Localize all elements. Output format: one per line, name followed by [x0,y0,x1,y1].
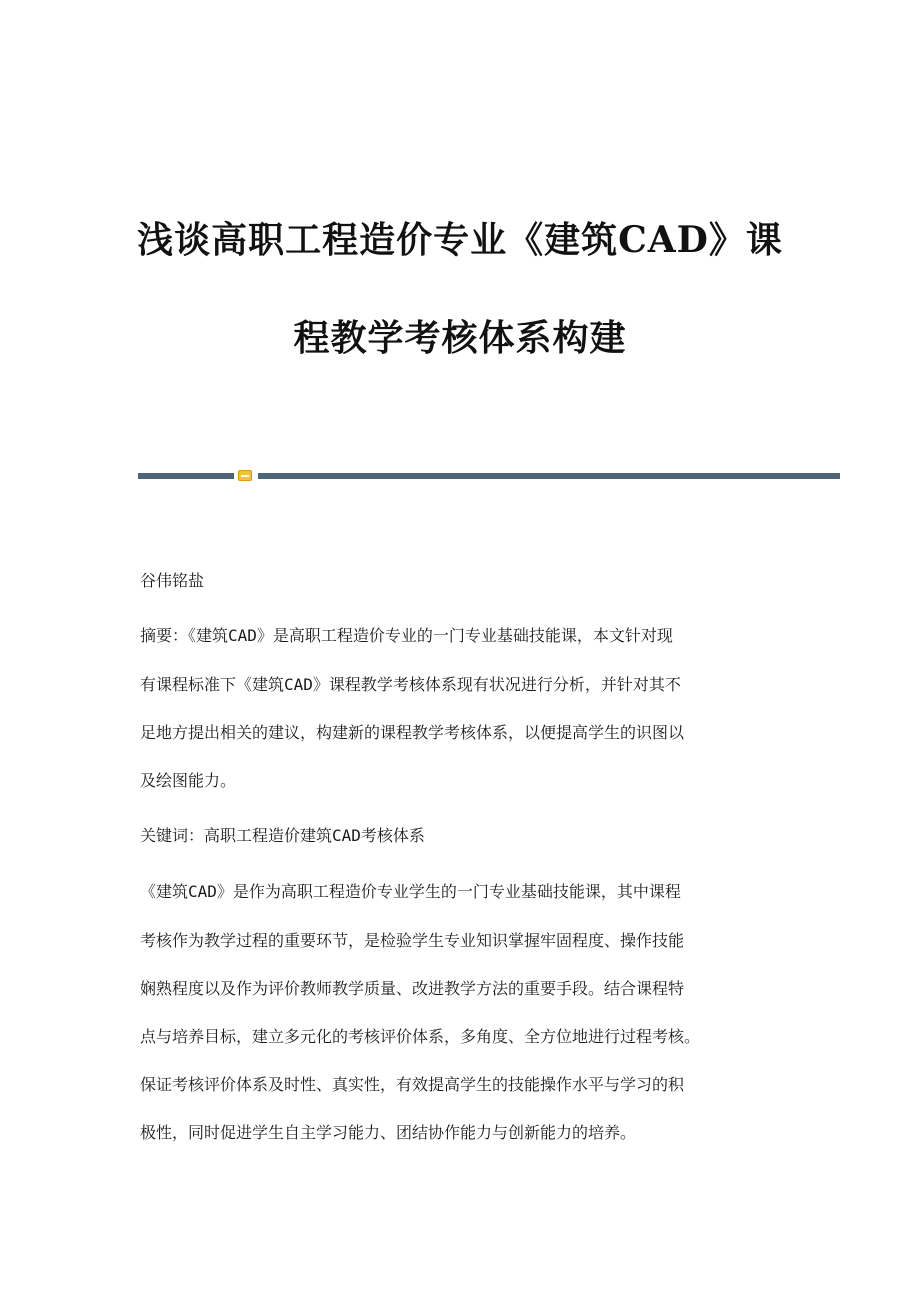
abstract-line: 足地方提出相关的建议，构建新的课程教学考核体系，以便提高学生的识图以 [140,723,685,742]
title-divider [138,470,840,480]
document-title-line-2: 程教学考核体系构建 [293,317,627,359]
keywords-line: 关键词：高职工程造价建筑CAD考核体系 [140,826,425,845]
divider-bar-left [138,473,234,479]
document-title-line-1: 浅谈高职工程造价专业《建筑CAD》课 [137,219,783,261]
divider-bar-right [258,473,840,479]
divider-ornament-icon [238,470,252,481]
abstract-line: 及绘图能力。 [140,771,237,790]
body-line: 考核作为教学过程的重要环节，是检验学生专业知识掌握牢固程度、操作技能 [140,931,685,950]
body-line: 《建筑CAD》是作为高职工程造价专业学生的一门专业基础技能课，其中课程 [140,882,681,901]
abstract-line: 有课程标准下《建筑CAD》课程教学考核体系现有状况进行分析，并针对其不 [140,675,681,694]
author-name: 谷伟铭盐 [140,571,205,590]
body-line: 点与培养目标，建立多元化的考核评价体系，多角度、全方位地进行过程考核。 [140,1027,701,1046]
abstract-line: 摘要：《建筑CAD》是高职工程造价专业的一门专业基础技能课，本文针对现 [140,626,673,645]
body-line: 极性，同时促进学生自主学习能力、团结协作能力与创新能力的培养。 [140,1123,637,1142]
body-line: 保证考核评价体系及时性、真实性，有效提高学生的技能操作水平与学习的积 [140,1075,685,1094]
body-line: 娴熟程度以及作为评价教师教学质量、改进教学方法的重要手段。结合课程特 [140,979,685,998]
